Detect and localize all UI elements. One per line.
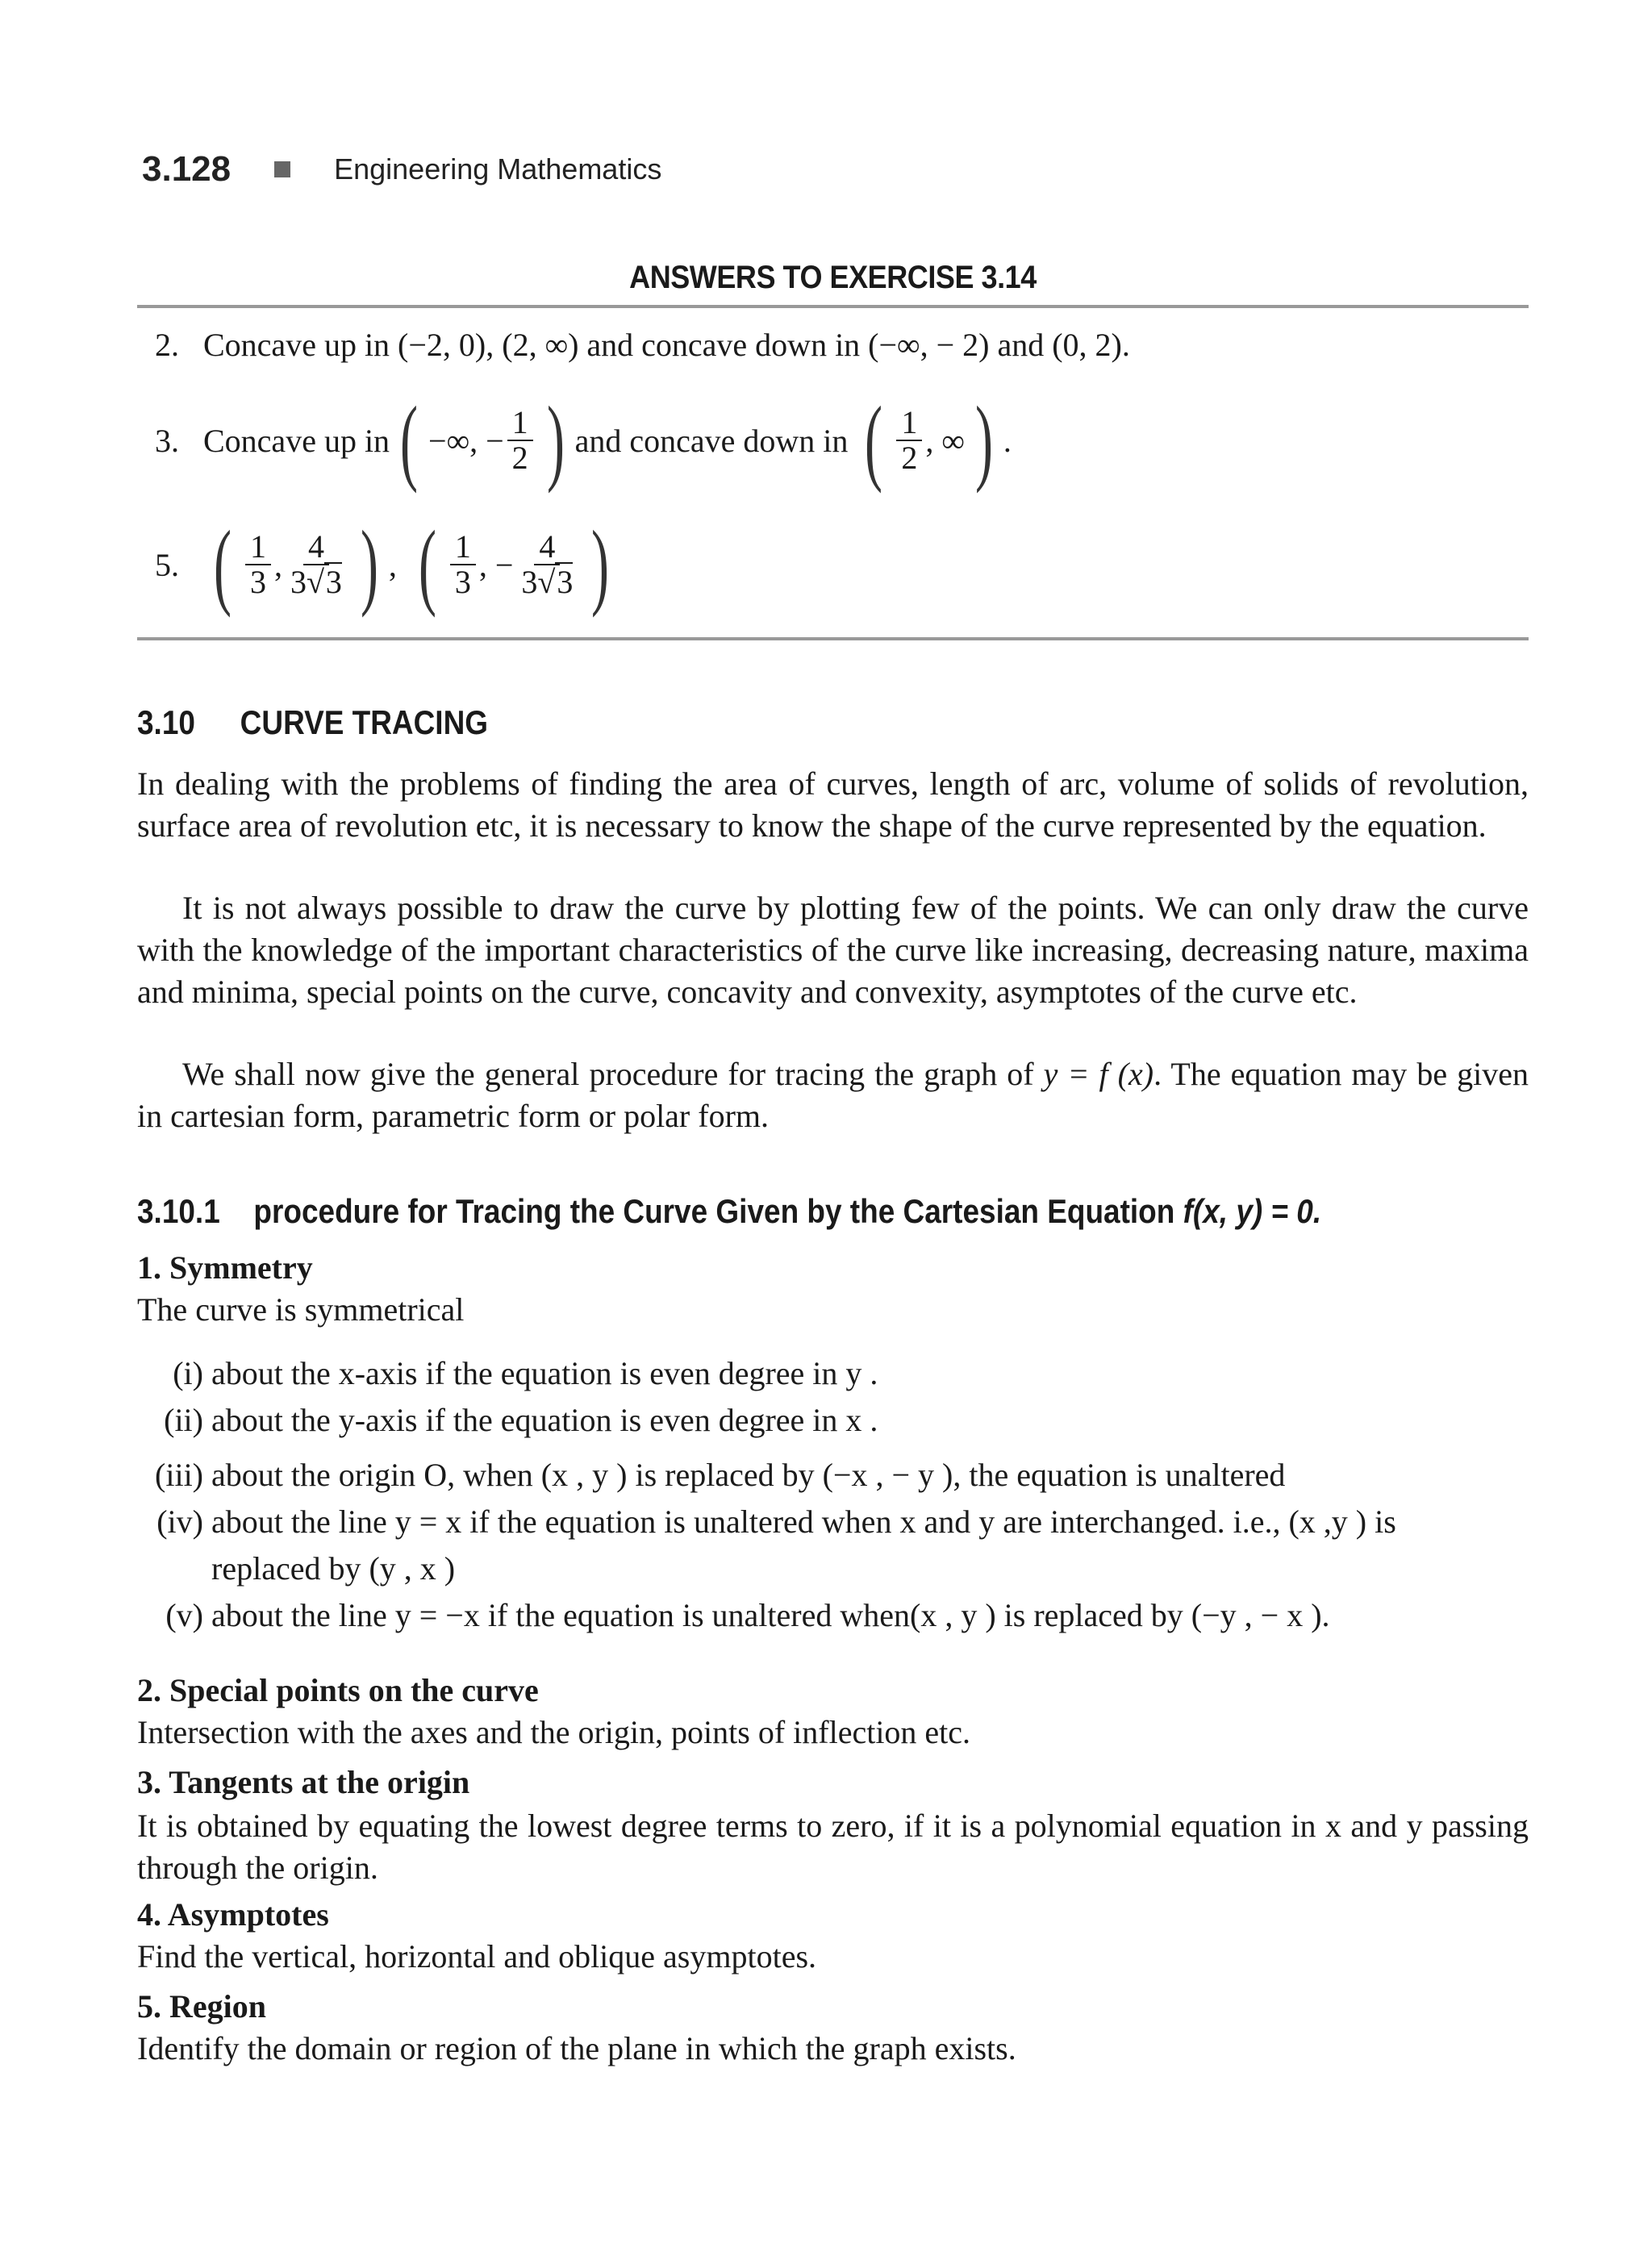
- answer-3: [155, 386, 1012, 494]
- subsection-equation: f(x, y) = 0.: [1183, 1192, 1322, 1230]
- asymptotes-heading: 4. Asymptotes: [137, 1896, 329, 1933]
- answer-3-interval-right: , ∞: [925, 422, 965, 459]
- section-paragraph-2: [137, 887, 1529, 1013]
- symmetry-item: [139, 1499, 1529, 1592]
- minus-sign: −: [494, 546, 514, 583]
- square-bullet-icon: [274, 161, 290, 177]
- fraction-numerator: 1: [896, 406, 922, 441]
- section-paragraph-3: [137, 1053, 1529, 1137]
- fraction-four-over-three-root-three: [286, 530, 347, 599]
- answer-3-number: 3.: [155, 422, 179, 459]
- region-heading: 5. Region: [137, 1988, 266, 2025]
- page-number: 3.128: [142, 149, 232, 189]
- comma: ,: [478, 546, 487, 583]
- answer-2-text: Concave up in (−2, 0), (2, ∞) and concave down in (−∞, − 2) and (0, 2).: [203, 327, 1130, 363]
- fraction-denominator: 3: [249, 564, 266, 600]
- coefficient: 3: [290, 564, 307, 600]
- region-text: Identify the domain or region of the plane in which the graph exists.: [137, 2030, 1016, 2066]
- answer-2: [155, 326, 1130, 364]
- book-title: Engineering Mathematics: [334, 152, 662, 186]
- item-text: about the origin O, when (x , y ) is replaced by (−x , − y ), the equation is unaltered: [211, 1457, 1286, 1493]
- right-paren-icon: ): [546, 386, 565, 494]
- sqrt-sign-icon: √: [537, 564, 556, 600]
- asymptotes-text: Find the vertical, horizontal and oblique asymptotes.: [137, 1938, 817, 1975]
- fraction-denominator: 3: [454, 564, 471, 600]
- subsection-title: procedure for Tracing the Curve Given by the Cartesian Equation: [253, 1192, 1175, 1230]
- fraction-half: [896, 406, 922, 475]
- fraction-four-over-three-root-three: [516, 530, 578, 599]
- section-number: 3.10: [137, 703, 195, 741]
- symmetry-item: [139, 1397, 1529, 1444]
- fraction-one-third: [450, 530, 476, 599]
- fraction-numerator: 1: [245, 530, 271, 565]
- paragraph-3-post: . The equation may be given in cartesian form, parametric form or polar form.: [137, 1056, 1529, 1134]
- tangents-text: It is obtained by equating the lowest degree terms to zero, if it is a polynomial equation in x and y passing through the origin.: [137, 1808, 1529, 1886]
- fraction-numerator: 1: [507, 406, 533, 441]
- symmetry-item: [139, 1592, 1529, 1639]
- section-paragraph-1: In dealing with the problems of finding the area of curves, length of arc, volume of solids of revolution, surface area of revolution etc, it is necessary to know the shape of the curve represented by the equation.: [137, 765, 1529, 844]
- item-text: about the x-axis if the equation is even degree in y .: [211, 1355, 878, 1391]
- answer-3-end: .: [1003, 422, 1012, 459]
- item-numeral: (i): [173, 1355, 203, 1391]
- left-paren-icon: (: [865, 386, 883, 494]
- divider-bottom: [137, 637, 1529, 640]
- fraction-numerator: 1: [450, 530, 476, 565]
- fraction-one-third: [245, 530, 271, 599]
- right-paren-icon: ): [591, 511, 610, 618]
- section-title: CURVE TRACING: [240, 703, 489, 741]
- sqrt-sign-icon: √: [306, 564, 324, 600]
- answer-3-interval-left: −∞, −: [428, 422, 504, 459]
- answer-3-pre: Concave up in: [203, 422, 390, 459]
- comma: ,: [388, 546, 397, 583]
- answer-2-number: 2.: [155, 327, 179, 363]
- divider-top: [137, 305, 1529, 308]
- symmetry-item: [139, 1350, 1529, 1397]
- special-points-heading: 2. Special points on the curve: [137, 1672, 539, 1708]
- item-numeral: (ii): [164, 1402, 203, 1438]
- fraction-denominator: [516, 565, 578, 599]
- answer-5: [155, 511, 620, 618]
- fraction-denominator: 2: [511, 440, 528, 476]
- subsection-heading: [137, 1192, 1321, 1231]
- fraction-denominator: [286, 565, 347, 599]
- right-paren-icon: ): [974, 386, 993, 494]
- left-paren-icon: (: [213, 511, 232, 618]
- symmetry-intro: The curve is symmetrical: [137, 1291, 465, 1328]
- right-paren-icon: ): [360, 511, 378, 618]
- left-paren-icon: (: [400, 386, 419, 494]
- radicand: 3: [557, 564, 574, 600]
- paragraph-3-equation: y = f (x): [1043, 1056, 1154, 1092]
- paragraph-2-text: It is not always possible to draw the curve by plotting few of the points. We can only draw the curve with the knowledge of the important characteristics of the curve like increasing, decreasing nature, maxima and minima, special points on the curve, concavity and convexity, asymptotes of the curve etc.: [137, 890, 1529, 1010]
- fraction-denominator: 2: [901, 440, 918, 476]
- item-text: about the line y = x if the equation is unaltered when x and y are interchanged. i.e., (x ,y ) is: [211, 1503, 1396, 1540]
- coefficient: 3: [521, 564, 538, 600]
- answers-title: ANSWERS TO EXERCISE 3.14: [629, 260, 1037, 295]
- tangents-heading: 3. Tangents at the origin: [137, 1764, 470, 1800]
- symmetry-heading: 1. Symmetry: [137, 1249, 313, 1286]
- special-points-text: Intersection with the axes and the origin, points of inflection etc.: [137, 1714, 971, 1750]
- item-numeral: (iii): [155, 1457, 203, 1493]
- section-heading: [137, 703, 488, 742]
- fraction-numerator: 4: [303, 530, 329, 565]
- paragraph-3-pre: We shall now give the general procedure for tracing the graph of: [182, 1056, 1034, 1092]
- item-text: about the y-axis if the equation is even degree in x .: [211, 1402, 878, 1438]
- item-numeral: (iv): [156, 1503, 203, 1540]
- running-header: [142, 145, 661, 194]
- comma: ,: [273, 546, 282, 583]
- answer-5-number: 5.: [155, 546, 179, 583]
- subsection-number: 3.10.1: [137, 1192, 220, 1230]
- radicand: 3: [325, 564, 342, 600]
- fraction-numerator: 4: [534, 530, 560, 565]
- item-numeral: (v): [165, 1597, 203, 1633]
- answer-3-mid: and concave down in: [574, 422, 849, 459]
- item-text: about the line y = −x if the equation is unaltered when(x , y ) is replaced by (−y , − x ).: [211, 1597, 1330, 1633]
- item-text-continued: replaced by (y , x ): [211, 1550, 456, 1587]
- fraction-half: [507, 406, 533, 475]
- left-paren-icon: (: [418, 511, 436, 618]
- symmetry-item: [139, 1452, 1529, 1499]
